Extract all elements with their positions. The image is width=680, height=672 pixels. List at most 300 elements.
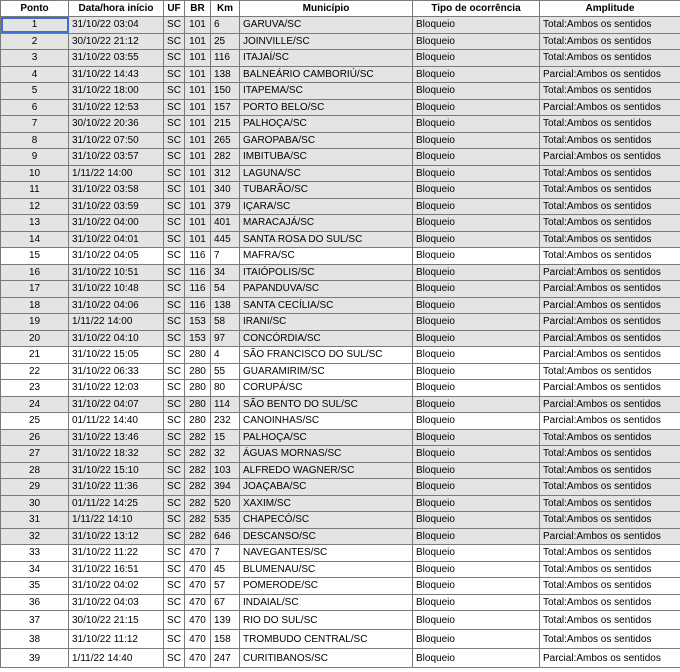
- cell-amplitude[interactable]: Total:Ambos os sentidos: [540, 116, 680, 133]
- cell-tipo[interactable]: Bloqueio: [413, 479, 540, 496]
- cell-km[interactable]: 520: [211, 495, 240, 512]
- cell-amplitude[interactable]: Total:Ambos os sentidos: [540, 545, 680, 562]
- cell-amplitude[interactable]: Total:Ambos os sentidos: [540, 33, 680, 50]
- cell-amplitude[interactable]: Total:Ambos os sentidos: [540, 17, 680, 34]
- cell-municipio[interactable]: IÇARA/SC: [240, 198, 413, 215]
- cell-km[interactable]: 401: [211, 215, 240, 232]
- table-row[interactable]: [1, 231, 680, 248]
- cell-amplitude[interactable]: Parcial:Ambos os sentidos: [540, 66, 680, 83]
- cell-tipo[interactable]: Bloqueio: [413, 363, 540, 380]
- cell-ponto[interactable]: 6: [1, 99, 69, 116]
- cell-uf[interactable]: SC: [164, 297, 185, 314]
- table-row[interactable]: [1, 594, 680, 611]
- cell-km[interactable]: 158: [211, 630, 240, 649]
- cell-ponto[interactable]: 5: [1, 83, 69, 100]
- cell-ponto[interactable]: 32: [1, 528, 69, 545]
- cell-ponto[interactable]: 9: [1, 149, 69, 166]
- cell-br[interactable]: 280: [185, 347, 211, 364]
- cell-amplitude[interactable]: Total:Ambos os sentidos: [540, 215, 680, 232]
- cell-amplitude[interactable]: Parcial:Ambos os sentidos: [540, 99, 680, 116]
- cell-data-hora[interactable]: 31/10/22 04:00: [69, 215, 164, 232]
- cell-amplitude[interactable]: Parcial:Ambos os sentidos: [540, 413, 680, 430]
- cell-br[interactable]: 101: [185, 17, 211, 34]
- cell-ponto[interactable]: 10: [1, 165, 69, 182]
- cell-municipio[interactable]: ITAIÓPOLIS/SC: [240, 264, 413, 281]
- cell-uf[interactable]: SC: [164, 363, 185, 380]
- cell-amplitude[interactable]: Total:Ambos os sentidos: [540, 50, 680, 67]
- cell-uf[interactable]: SC: [164, 446, 185, 463]
- cell-ponto[interactable]: 18: [1, 297, 69, 314]
- cell-data-hora[interactable]: 31/10/22 03:04: [69, 17, 164, 34]
- cell-ponto[interactable]: 11: [1, 182, 69, 199]
- cell-km[interactable]: 97: [211, 330, 240, 347]
- cell-municipio[interactable]: CONCÓRDIA/SC: [240, 330, 413, 347]
- table-row[interactable]: [1, 578, 680, 595]
- table-row[interactable]: [1, 215, 680, 232]
- cell-uf[interactable]: SC: [164, 149, 185, 166]
- cell-km[interactable]: 379: [211, 198, 240, 215]
- cell-ponto[interactable]: 37: [1, 611, 69, 630]
- cell-data-hora[interactable]: 31/10/22 13:12: [69, 528, 164, 545]
- table-row[interactable]: [1, 446, 680, 463]
- table-row[interactable]: [1, 528, 680, 545]
- cell-municipio[interactable]: SÃO BENTO DO SUL/SC: [240, 396, 413, 413]
- table-row[interactable]: [1, 297, 680, 314]
- table-row[interactable]: [1, 512, 680, 529]
- cell-br[interactable]: 101: [185, 99, 211, 116]
- cell-uf[interactable]: SC: [164, 462, 185, 479]
- cell-uf[interactable]: SC: [164, 479, 185, 496]
- cell-amplitude[interactable]: Parcial:Ambos os sentidos: [540, 149, 680, 166]
- cell-tipo[interactable]: Bloqueio: [413, 182, 540, 199]
- cell-tipo[interactable]: Bloqueio: [413, 297, 540, 314]
- cell-amplitude[interactable]: Parcial:Ambos os sentidos: [540, 380, 680, 397]
- cell-data-hora[interactable]: 31/10/22 12:53: [69, 99, 164, 116]
- cell-ponto[interactable]: 36: [1, 594, 69, 611]
- table-row[interactable]: [1, 116, 680, 133]
- cell-uf[interactable]: SC: [164, 413, 185, 430]
- cell-data-hora[interactable]: 30/10/22 21:15: [69, 611, 164, 630]
- column-header-br[interactable]: BR: [185, 1, 211, 17]
- table-row[interactable]: [1, 479, 680, 496]
- cell-uf[interactable]: SC: [164, 528, 185, 545]
- cell-km[interactable]: 215: [211, 116, 240, 133]
- cell-tipo[interactable]: Bloqueio: [413, 578, 540, 595]
- cell-tipo[interactable]: Bloqueio: [413, 83, 540, 100]
- cell-amplitude[interactable]: Total:Ambos os sentidos: [540, 182, 680, 199]
- cell-km[interactable]: 103: [211, 462, 240, 479]
- cell-br[interactable]: 470: [185, 578, 211, 595]
- cell-km[interactable]: 58: [211, 314, 240, 331]
- cell-uf[interactable]: SC: [164, 50, 185, 67]
- cell-ponto[interactable]: 7: [1, 116, 69, 133]
- cell-uf[interactable]: SC: [164, 330, 185, 347]
- cell-municipio[interactable]: SÃO FRANCISCO DO SUL/SC: [240, 347, 413, 364]
- cell-uf[interactable]: SC: [164, 182, 185, 199]
- table-row[interactable]: [1, 66, 680, 83]
- cell-br[interactable]: 101: [185, 165, 211, 182]
- cell-ponto[interactable]: 13: [1, 215, 69, 232]
- cell-tipo[interactable]: Bloqueio: [413, 132, 540, 149]
- cell-km[interactable]: 138: [211, 66, 240, 83]
- cell-uf[interactable]: SC: [164, 495, 185, 512]
- cell-data-hora[interactable]: 31/10/22 03:58: [69, 182, 164, 199]
- cell-uf[interactable]: SC: [164, 132, 185, 149]
- cell-km[interactable]: 394: [211, 479, 240, 496]
- cell-data-hora[interactable]: 31/10/22 04:10: [69, 330, 164, 347]
- table-row[interactable]: [1, 330, 680, 347]
- cell-km[interactable]: 138: [211, 297, 240, 314]
- cell-data-hora[interactable]: 31/10/22 03:55: [69, 50, 164, 67]
- table-row[interactable]: [1, 50, 680, 67]
- cell-km[interactable]: 114: [211, 396, 240, 413]
- cell-tipo[interactable]: Bloqueio: [413, 198, 540, 215]
- cell-tipo[interactable]: Bloqueio: [413, 545, 540, 562]
- cell-br[interactable]: 282: [185, 446, 211, 463]
- cell-data-hora[interactable]: 31/10/22 10:48: [69, 281, 164, 298]
- cell-municipio[interactable]: SANTA CECÍLIA/SC: [240, 297, 413, 314]
- cell-amplitude[interactable]: Total:Ambos os sentidos: [540, 611, 680, 630]
- cell-tipo[interactable]: Bloqueio: [413, 594, 540, 611]
- cell-br[interactable]: 101: [185, 33, 211, 50]
- cell-km[interactable]: 57: [211, 578, 240, 595]
- cell-data-hora[interactable]: 31/10/22 18:00: [69, 83, 164, 100]
- cell-uf[interactable]: SC: [164, 561, 185, 578]
- cell-data-hora[interactable]: 31/10/22 14:43: [69, 66, 164, 83]
- cell-uf[interactable]: SC: [164, 578, 185, 595]
- cell-uf[interactable]: SC: [164, 165, 185, 182]
- cell-tipo[interactable]: Bloqueio: [413, 50, 540, 67]
- cell-uf[interactable]: SC: [164, 281, 185, 298]
- cell-municipio[interactable]: ÁGUAS MORNAS/SC: [240, 446, 413, 463]
- cell-uf[interactable]: SC: [164, 314, 185, 331]
- cell-amplitude[interactable]: Parcial:Ambos os sentidos: [540, 347, 680, 364]
- cell-br[interactable]: 470: [185, 545, 211, 562]
- cell-uf[interactable]: SC: [164, 215, 185, 232]
- cell-municipio[interactable]: NAVEGANTES/SC: [240, 545, 413, 562]
- cell-municipio[interactable]: BALNEÁRIO CAMBORIÚ/SC: [240, 66, 413, 83]
- cell-data-hora[interactable]: 31/10/22 11:22: [69, 545, 164, 562]
- table-row[interactable]: [1, 281, 680, 298]
- cell-uf[interactable]: SC: [164, 649, 185, 668]
- cell-tipo[interactable]: Bloqueio: [413, 649, 540, 668]
- cell-br[interactable]: 153: [185, 314, 211, 331]
- table-row[interactable]: [1, 149, 680, 166]
- cell-br[interactable]: 101: [185, 182, 211, 199]
- cell-ponto[interactable]: 21: [1, 347, 69, 364]
- cell-uf[interactable]: SC: [164, 99, 185, 116]
- cell-data-hora[interactable]: 1/11/22 14:10: [69, 512, 164, 529]
- cell-km[interactable]: 116: [211, 50, 240, 67]
- cell-km[interactable]: 445: [211, 231, 240, 248]
- cell-data-hora[interactable]: 31/10/22 04:06: [69, 297, 164, 314]
- cell-municipio[interactable]: ITAJAÍ/SC: [240, 50, 413, 67]
- cell-km[interactable]: 646: [211, 528, 240, 545]
- table-row[interactable]: [1, 198, 680, 215]
- cell-uf[interactable]: SC: [164, 594, 185, 611]
- cell-ponto[interactable]: 33: [1, 545, 69, 562]
- cell-tipo[interactable]: Bloqueio: [413, 116, 540, 133]
- cell-tipo[interactable]: Bloqueio: [413, 231, 540, 248]
- cell-ponto[interactable]: 34: [1, 561, 69, 578]
- cell-br[interactable]: 101: [185, 149, 211, 166]
- cell-data-hora[interactable]: 31/10/22 07:50: [69, 132, 164, 149]
- cell-tipo[interactable]: Bloqueio: [413, 429, 540, 446]
- cell-ponto[interactable]: 30: [1, 495, 69, 512]
- cell-km[interactable]: 15: [211, 429, 240, 446]
- table-row[interactable]: [1, 561, 680, 578]
- cell-municipio[interactable]: LAGUNA/SC: [240, 165, 413, 182]
- cell-ponto[interactable]: 31: [1, 512, 69, 529]
- cell-km[interactable]: 80: [211, 380, 240, 397]
- cell-km[interactable]: 139: [211, 611, 240, 630]
- cell-amplitude[interactable]: Total:Ambos os sentidos: [540, 83, 680, 100]
- cell-ponto[interactable]: 38: [1, 630, 69, 649]
- cell-uf[interactable]: SC: [164, 630, 185, 649]
- cell-km[interactable]: 25: [211, 33, 240, 50]
- cell-municipio[interactable]: TROMBUDO CENTRAL/SC: [240, 630, 413, 649]
- cell-km[interactable]: 535: [211, 512, 240, 529]
- column-header-km[interactable]: Km: [211, 1, 240, 17]
- cell-br[interactable]: 470: [185, 630, 211, 649]
- cell-br[interactable]: 101: [185, 83, 211, 100]
- cell-amplitude[interactable]: Parcial:Ambos os sentidos: [540, 297, 680, 314]
- cell-amplitude[interactable]: Total:Ambos os sentidos: [540, 630, 680, 649]
- cell-municipio[interactable]: CURITIBANOS/SC: [240, 649, 413, 668]
- cell-ponto[interactable]: 35: [1, 578, 69, 595]
- cell-km[interactable]: 7: [211, 248, 240, 265]
- table-row[interactable]: [1, 264, 680, 281]
- cell-uf[interactable]: SC: [164, 33, 185, 50]
- cell-br[interactable]: 101: [185, 132, 211, 149]
- cell-municipio[interactable]: JOINVILLE/SC: [240, 33, 413, 50]
- cell-ponto[interactable]: 22: [1, 363, 69, 380]
- column-header-uf[interactable]: UF: [164, 1, 185, 17]
- cell-municipio[interactable]: GARUVA/SC: [240, 17, 413, 34]
- cell-br[interactable]: 280: [185, 363, 211, 380]
- cell-municipio[interactable]: SANTA ROSA DO SUL/SC: [240, 231, 413, 248]
- column-header-municipio[interactable]: Município: [240, 1, 413, 17]
- cell-km[interactable]: 340: [211, 182, 240, 199]
- cell-municipio[interactable]: DESCANSO/SC: [240, 528, 413, 545]
- cell-ponto[interactable]: 29: [1, 479, 69, 496]
- cell-br[interactable]: 470: [185, 594, 211, 611]
- cell-data-hora[interactable]: 31/10/22 03:59: [69, 198, 164, 215]
- cell-amplitude[interactable]: Total:Ambos os sentidos: [540, 198, 680, 215]
- cell-amplitude[interactable]: Parcial:Ambos os sentidos: [540, 330, 680, 347]
- table-row[interactable]: [1, 33, 680, 50]
- cell-amplitude[interactable]: Total:Ambos os sentidos: [540, 429, 680, 446]
- cell-tipo[interactable]: Bloqueio: [413, 149, 540, 166]
- cell-tipo[interactable]: Bloqueio: [413, 396, 540, 413]
- table-row[interactable]: [1, 182, 680, 199]
- cell-ponto[interactable]: 20: [1, 330, 69, 347]
- cell-amplitude[interactable]: Total:Ambos os sentidos: [540, 578, 680, 595]
- cell-data-hora[interactable]: 31/10/22 04:01: [69, 231, 164, 248]
- cell-tipo[interactable]: Bloqueio: [413, 446, 540, 463]
- cell-municipio[interactable]: PAPANDUVA/SC: [240, 281, 413, 298]
- cell-km[interactable]: 247: [211, 649, 240, 668]
- cell-amplitude[interactable]: Parcial:Ambos os sentidos: [540, 314, 680, 331]
- table-row[interactable]: [1, 611, 680, 630]
- cell-uf[interactable]: SC: [164, 545, 185, 562]
- cell-ponto[interactable]: 25: [1, 413, 69, 430]
- table-row[interactable]: [1, 380, 680, 397]
- cell-br[interactable]: 282: [185, 462, 211, 479]
- cell-ponto[interactable]: 24: [1, 396, 69, 413]
- cell-uf[interactable]: SC: [164, 17, 185, 34]
- cell-uf[interactable]: SC: [164, 396, 185, 413]
- cell-amplitude[interactable]: Total:Ambos os sentidos: [540, 446, 680, 463]
- cell-data-hora[interactable]: 30/10/22 20:36: [69, 116, 164, 133]
- cell-data-hora[interactable]: 31/10/22 15:10: [69, 462, 164, 479]
- table-row[interactable]: [1, 17, 680, 34]
- cell-br[interactable]: 280: [185, 380, 211, 397]
- cell-tipo[interactable]: Bloqueio: [413, 314, 540, 331]
- cell-municipio[interactable]: GUARAMIRIM/SC: [240, 363, 413, 380]
- cell-tipo[interactable]: Bloqueio: [413, 17, 540, 34]
- cell-tipo[interactable]: Bloqueio: [413, 165, 540, 182]
- cell-amplitude[interactable]: Parcial:Ambos os sentidos: [540, 281, 680, 298]
- cell-ponto[interactable]: 23: [1, 380, 69, 397]
- cell-km[interactable]: 32: [211, 446, 240, 463]
- cell-ponto[interactable]: 27: [1, 446, 69, 463]
- cell-tipo[interactable]: Bloqueio: [413, 512, 540, 529]
- cell-data-hora[interactable]: 30/10/22 21:12: [69, 33, 164, 50]
- cell-br[interactable]: 470: [185, 611, 211, 630]
- cell-data-hora[interactable]: 1/11/22 14:00: [69, 165, 164, 182]
- cell-amplitude[interactable]: Parcial:Ambos os sentidos: [540, 649, 680, 668]
- cell-municipio[interactable]: ALFREDO WAGNER/SC: [240, 462, 413, 479]
- cell-km[interactable]: 55: [211, 363, 240, 380]
- table-row[interactable]: [1, 413, 680, 430]
- cell-br[interactable]: 470: [185, 561, 211, 578]
- cell-km[interactable]: 67: [211, 594, 240, 611]
- cell-municipio[interactable]: PORTO BELO/SC: [240, 99, 413, 116]
- cell-br[interactable]: 101: [185, 198, 211, 215]
- table-row[interactable]: [1, 630, 680, 649]
- cell-br[interactable]: 282: [185, 495, 211, 512]
- cell-uf[interactable]: SC: [164, 116, 185, 133]
- cell-amplitude[interactable]: Total:Ambos os sentidos: [540, 363, 680, 380]
- cell-br[interactable]: 153: [185, 330, 211, 347]
- cell-data-hora[interactable]: 01/11/22 14:40: [69, 413, 164, 430]
- table-row[interactable]: [1, 314, 680, 331]
- cell-km[interactable]: 7: [211, 545, 240, 562]
- cell-ponto[interactable]: 14: [1, 231, 69, 248]
- cell-municipio[interactable]: CORUPÁ/SC: [240, 380, 413, 397]
- cell-data-hora[interactable]: 31/10/22 13:46: [69, 429, 164, 446]
- cell-km[interactable]: 265: [211, 132, 240, 149]
- cell-municipio[interactable]: IRANI/SC: [240, 314, 413, 331]
- cell-amplitude[interactable]: Total:Ambos os sentidos: [540, 462, 680, 479]
- cell-br[interactable]: 101: [185, 50, 211, 67]
- table-row[interactable]: [1, 545, 680, 562]
- cell-ponto[interactable]: 16: [1, 264, 69, 281]
- cell-tipo[interactable]: Bloqueio: [413, 281, 540, 298]
- cell-municipio[interactable]: CANOINHAS/SC: [240, 413, 413, 430]
- cell-data-hora[interactable]: 31/10/22 03:57: [69, 149, 164, 166]
- cell-ponto[interactable]: 3: [1, 50, 69, 67]
- cell-uf[interactable]: SC: [164, 198, 185, 215]
- table-row[interactable]: [1, 495, 680, 512]
- cell-br[interactable]: 282: [185, 512, 211, 529]
- cell-municipio[interactable]: TUBARÃO/SC: [240, 182, 413, 199]
- cell-amplitude[interactable]: Total:Ambos os sentidos: [540, 248, 680, 265]
- cell-ponto[interactable]: 15: [1, 248, 69, 265]
- cell-amplitude[interactable]: Total:Ambos os sentidos: [540, 132, 680, 149]
- cell-data-hora[interactable]: 31/10/22 04:03: [69, 594, 164, 611]
- cell-tipo[interactable]: Bloqueio: [413, 380, 540, 397]
- cell-km[interactable]: 312: [211, 165, 240, 182]
- cell-amplitude[interactable]: Parcial:Ambos os sentidos: [540, 264, 680, 281]
- cell-ponto[interactable]: 17: [1, 281, 69, 298]
- cell-data-hora[interactable]: 31/10/22 16:51: [69, 561, 164, 578]
- cell-data-hora[interactable]: 31/10/22 15:05: [69, 347, 164, 364]
- cell-data-hora[interactable]: 31/10/22 04:02: [69, 578, 164, 595]
- cell-km[interactable]: 157: [211, 99, 240, 116]
- cell-uf[interactable]: SC: [164, 83, 185, 100]
- cell-uf[interactable]: SC: [164, 248, 185, 265]
- cell-data-hora[interactable]: 1/11/22 14:40: [69, 649, 164, 668]
- cell-tipo[interactable]: Bloqueio: [413, 248, 540, 265]
- column-header-ponto[interactable]: Ponto: [1, 1, 69, 17]
- table-row[interactable]: [1, 363, 680, 380]
- cell-tipo[interactable]: Bloqueio: [413, 99, 540, 116]
- cell-data-hora[interactable]: 31/10/22 18:32: [69, 446, 164, 463]
- table-row[interactable]: [1, 347, 680, 364]
- cell-km[interactable]: 150: [211, 83, 240, 100]
- cell-br[interactable]: 101: [185, 215, 211, 232]
- cell-data-hora[interactable]: 31/10/22 12:03: [69, 380, 164, 397]
- cell-tipo[interactable]: Bloqueio: [413, 528, 540, 545]
- table-row[interactable]: [1, 99, 680, 116]
- cell-km[interactable]: 45: [211, 561, 240, 578]
- cell-ponto[interactable]: 26: [1, 429, 69, 446]
- cell-br[interactable]: 282: [185, 528, 211, 545]
- cell-tipo[interactable]: Bloqueio: [413, 264, 540, 281]
- cell-amplitude[interactable]: Total:Ambos os sentidos: [540, 231, 680, 248]
- cell-br[interactable]: 282: [185, 479, 211, 496]
- cell-km[interactable]: 34: [211, 264, 240, 281]
- cell-data-hora[interactable]: 31/10/22 11:36: [69, 479, 164, 496]
- column-header-tipo[interactable]: Tipo de ocorrência: [413, 1, 540, 17]
- table-row[interactable]: [1, 396, 680, 413]
- cell-municipio[interactable]: XAXIM/SC: [240, 495, 413, 512]
- cell-br[interactable]: 280: [185, 396, 211, 413]
- table-row[interactable]: [1, 462, 680, 479]
- cell-municipio[interactable]: RIO DO SUL/SC: [240, 611, 413, 630]
- cell-amplitude[interactable]: Total:Ambos os sentidos: [540, 594, 680, 611]
- cell-municipio[interactable]: PALHOÇA/SC: [240, 116, 413, 133]
- cell-br[interactable]: 282: [185, 429, 211, 446]
- cell-municipio[interactable]: MAFRA/SC: [240, 248, 413, 265]
- cell-uf[interactable]: SC: [164, 66, 185, 83]
- cell-uf[interactable]: SC: [164, 429, 185, 446]
- cell-ponto[interactable]: 28: [1, 462, 69, 479]
- cell-br[interactable]: 280: [185, 413, 211, 430]
- cell-data-hora[interactable]: 31/10/22 11:12: [69, 630, 164, 649]
- cell-br[interactable]: 101: [185, 116, 211, 133]
- cell-uf[interactable]: SC: [164, 264, 185, 281]
- cell-tipo[interactable]: Bloqueio: [413, 611, 540, 630]
- cell-municipio[interactable]: JOAÇABA/SC: [240, 479, 413, 496]
- cell-amplitude[interactable]: Parcial:Ambos os sentidos: [540, 396, 680, 413]
- cell-km[interactable]: 4: [211, 347, 240, 364]
- cell-data-hora[interactable]: 31/10/22 04:05: [69, 248, 164, 265]
- column-header-data-hora[interactable]: Data/hora início: [69, 1, 164, 17]
- cell-br[interactable]: 116: [185, 248, 211, 265]
